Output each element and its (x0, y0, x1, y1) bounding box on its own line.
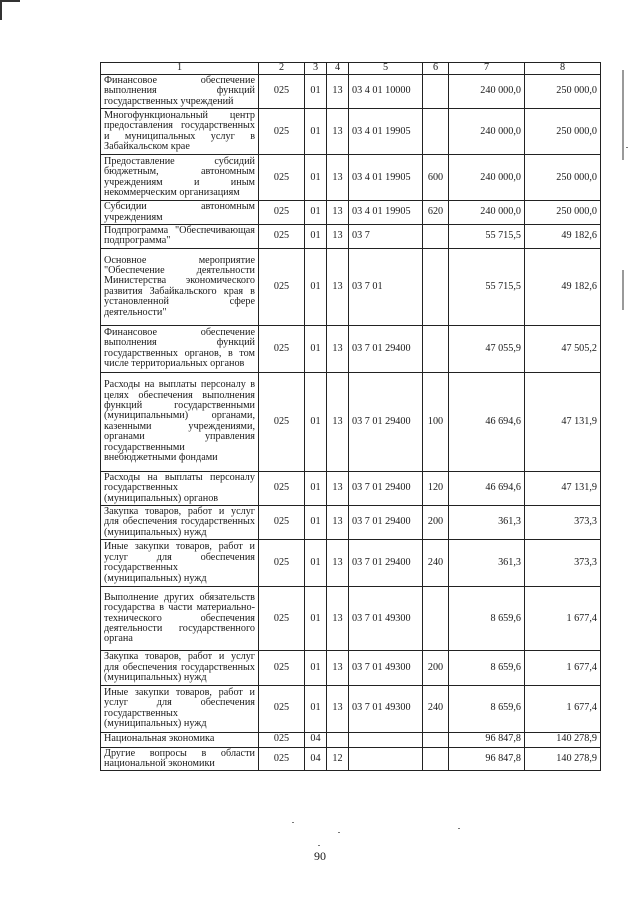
subsection-code: 13 (327, 109, 349, 155)
scan-speck (338, 832, 340, 833)
target-article-code: 03 4 01 10000 (349, 75, 423, 109)
ved-code: 025 (259, 325, 305, 372)
expense-type-code: 240 (423, 540, 449, 587)
amount-year-2: 250 000,0 (525, 75, 601, 109)
target-article-code: 03 7 01 29400 (349, 506, 423, 540)
amount-year-2: 47 505,2 (525, 325, 601, 372)
row-name: Другие вопросы в области национальной экономики (101, 747, 259, 771)
amount-year-2: 1 677,4 (525, 651, 601, 685)
section-code: 01 (305, 506, 327, 540)
amount-year-2: 373,3 (525, 506, 601, 540)
amount-year-2: 47 131,9 (525, 372, 601, 471)
amount-year-1: 240 000,0 (449, 75, 525, 109)
subsection-code: 13 (327, 248, 349, 325)
amount-year-1: 47 055,9 (449, 325, 525, 372)
row-name: Иные закупки товаров, работ и услуг для обеспечения государственных (муниципальных) нужд (101, 685, 259, 732)
expense-type-code: 240 (423, 685, 449, 732)
subsection-code: 13 (327, 587, 349, 651)
section-code: 04 (305, 732, 327, 747)
section-code: 01 (305, 685, 327, 732)
page-corner-mark (0, 0, 20, 20)
section-code: 01 (305, 201, 327, 225)
header-cell: 6 (423, 63, 449, 75)
expense-type-code (423, 747, 449, 771)
target-article-code: 03 7 01 49300 (349, 685, 423, 732)
ved-code: 025 (259, 732, 305, 747)
section-code: 01 (305, 540, 327, 587)
scan-edge-mark (622, 270, 624, 310)
amount-year-1: 361,3 (449, 540, 525, 587)
row-name: Расходы на выплаты персоналу в целях обеспечения выполнения функций государственными (муниципальными) органами, казенными учреждениями, органами управления государственными внебюджетными фондами (101, 372, 259, 471)
target-article-code: 03 7 01 29400 (349, 471, 423, 505)
amount-year-1: 361,3 (449, 506, 525, 540)
amount-year-2: 49 182,6 (525, 248, 601, 325)
amount-year-1: 8 659,6 (449, 587, 525, 651)
amount-year-2: 140 278,9 (525, 732, 601, 747)
row-name: Предоставление субсидий бюджетным, автономным учреждениям и иным некоммерческим организациям (101, 155, 259, 201)
amount-year-2: 49 182,6 (525, 225, 601, 249)
row-name: Расходы на выплаты персоналу государственных (муниципальных) органов (101, 471, 259, 505)
table-row (101, 651, 601, 685)
table-header-row (101, 63, 601, 75)
subsection-code: 13 (327, 325, 349, 372)
row-name: Выполнение других обязательств государства в части материально-технического обеспечения деятельности государственного органа (101, 587, 259, 651)
row-name: Национальная экономика (101, 732, 259, 747)
amount-year-2: 140 278,9 (525, 747, 601, 771)
section-code: 01 (305, 471, 327, 505)
expense-type-code (423, 587, 449, 651)
section-code: 01 (305, 225, 327, 249)
amount-year-2: 373,3 (525, 540, 601, 587)
ved-code: 025 (259, 201, 305, 225)
budget-table (100, 62, 601, 771)
amount-year-1: 46 694,6 (449, 372, 525, 471)
amount-year-1: 8 659,6 (449, 651, 525, 685)
expense-type-code: 200 (423, 506, 449, 540)
table-row (101, 201, 601, 225)
section-code: 01 (305, 155, 327, 201)
amount-year-1: 96 847,8 (449, 747, 525, 771)
page-number: 90 (314, 849, 326, 863)
section-code: 01 (305, 248, 327, 325)
target-article-code: 03 7 01 49300 (349, 587, 423, 651)
header-cell: 8 (525, 63, 601, 75)
table-row (101, 155, 601, 201)
section-code: 01 (305, 651, 327, 685)
ved-code: 025 (259, 587, 305, 651)
subsection-code: 13 (327, 201, 349, 225)
ved-code: 025 (259, 225, 305, 249)
amount-year-1: 55 715,5 (449, 248, 525, 325)
row-name: Закупка товаров, работ и услуг для обеспечения государственных (муниципальных) нужд (101, 506, 259, 540)
amount-year-1: 46 694,6 (449, 471, 525, 505)
subsection-code: 13 (327, 685, 349, 732)
scan-edge-mark (622, 70, 624, 160)
scan-speck (292, 822, 294, 823)
subsection-code (327, 732, 349, 747)
row-name: Иные закупки товаров, работ и услуг для обеспечения государственных (муниципальных) нужд (101, 540, 259, 587)
ved-code: 025 (259, 747, 305, 771)
ved-code: 025 (259, 471, 305, 505)
ved-code: 025 (259, 685, 305, 732)
target-article-code (349, 732, 423, 747)
header-cell: 3 (305, 63, 327, 75)
scan-speck (318, 845, 320, 846)
subsection-code: 13 (327, 75, 349, 109)
table-row (101, 587, 601, 651)
target-article-code: 03 7 (349, 225, 423, 249)
expense-type-code: 600 (423, 155, 449, 201)
section-code: 01 (305, 587, 327, 651)
expense-type-code (423, 75, 449, 109)
subsection-code: 13 (327, 155, 349, 201)
expense-type-code (423, 109, 449, 155)
amount-year-1: 8 659,6 (449, 685, 525, 732)
target-article-code: 03 7 01 29400 (349, 325, 423, 372)
amount-year-2: 250 000,0 (525, 155, 601, 201)
table-row (101, 109, 601, 155)
header-cell: 4 (327, 63, 349, 75)
subsection-code: 13 (327, 372, 349, 471)
header-cell: 1 (101, 63, 259, 75)
header-cell: 2 (259, 63, 305, 75)
ved-code: 025 (259, 372, 305, 471)
expense-type-code: 620 (423, 201, 449, 225)
subsection-code: 13 (327, 540, 349, 587)
subsection-code: 13 (327, 651, 349, 685)
row-name: Финансовое обеспечение выполнения функций государственных органов, в том числе территориальных органов (101, 325, 259, 372)
table-row (101, 372, 601, 471)
table-row (101, 747, 601, 771)
section-code: 01 (305, 109, 327, 155)
row-name: Финансовое обеспечение выполнения функций государственных учреждений (101, 75, 259, 109)
table-row (101, 248, 601, 325)
expense-type-code (423, 248, 449, 325)
row-name: Субсидии автономным учреждениям (101, 201, 259, 225)
target-article-code (349, 747, 423, 771)
target-article-code: 03 4 01 19905 (349, 155, 423, 201)
table-row (101, 506, 601, 540)
table-row (101, 325, 601, 372)
section-code: 01 (305, 325, 327, 372)
amount-year-2: 1 677,4 (525, 587, 601, 651)
ved-code: 025 (259, 651, 305, 685)
table-row (101, 75, 601, 109)
table-row (101, 225, 601, 249)
amount-year-1: 240 000,0 (449, 109, 525, 155)
row-name: Закупка товаров, работ и услуг для обеспечения государственных (муниципальных) нужд (101, 651, 259, 685)
table-row (101, 685, 601, 732)
table-row (101, 732, 601, 747)
amount-year-1: 240 000,0 (449, 155, 525, 201)
amount-year-1: 240 000,0 (449, 201, 525, 225)
ved-code: 025 (259, 540, 305, 587)
header-cell: 7 (449, 63, 525, 75)
scan-speck (458, 828, 460, 829)
ved-code: 025 (259, 75, 305, 109)
subsection-code: 12 (327, 747, 349, 771)
scan-speck (626, 147, 628, 148)
section-code: 01 (305, 75, 327, 109)
row-name: Подпрограмма "Обеспечивающая подпрограмма" (101, 225, 259, 249)
target-article-code: 03 4 01 19905 (349, 201, 423, 225)
amount-year-1: 96 847,8 (449, 732, 525, 747)
table-row (101, 540, 601, 587)
ved-code: 025 (259, 155, 305, 201)
subsection-code: 13 (327, 225, 349, 249)
target-article-code: 03 7 01 29400 (349, 372, 423, 471)
row-name: Многофункциональный центр предоставления государственных и муниципальных услуг в Забайкальском крае (101, 109, 259, 155)
target-article-code: 03 7 01 49300 (349, 651, 423, 685)
expense-type-code (423, 225, 449, 249)
amount-year-2: 250 000,0 (525, 109, 601, 155)
header-cell: 5 (349, 63, 423, 75)
row-name: Основное мероприятие "Обеспечение деятельности Министерства экономического развития Забайкальского края в установленной сфере деятельности" (101, 248, 259, 325)
subsection-code: 13 (327, 506, 349, 540)
target-article-code: 03 7 01 29400 (349, 540, 423, 587)
expense-type-code (423, 732, 449, 747)
table-row (101, 471, 601, 505)
ved-code: 025 (259, 109, 305, 155)
expense-type-code: 120 (423, 471, 449, 505)
section-code: 04 (305, 747, 327, 771)
target-article-code: 03 4 01 19905 (349, 109, 423, 155)
section-code: 01 (305, 372, 327, 471)
amount-year-1: 55 715,5 (449, 225, 525, 249)
subsection-code: 13 (327, 471, 349, 505)
target-article-code: 03 7 01 (349, 248, 423, 325)
ved-code: 025 (259, 248, 305, 325)
amount-year-2: 250 000,0 (525, 201, 601, 225)
amount-year-2: 47 131,9 (525, 471, 601, 505)
ved-code: 025 (259, 506, 305, 540)
expense-type-code: 100 (423, 372, 449, 471)
expense-type-code: 200 (423, 651, 449, 685)
amount-year-2: 1 677,4 (525, 685, 601, 732)
expense-type-code (423, 325, 449, 372)
